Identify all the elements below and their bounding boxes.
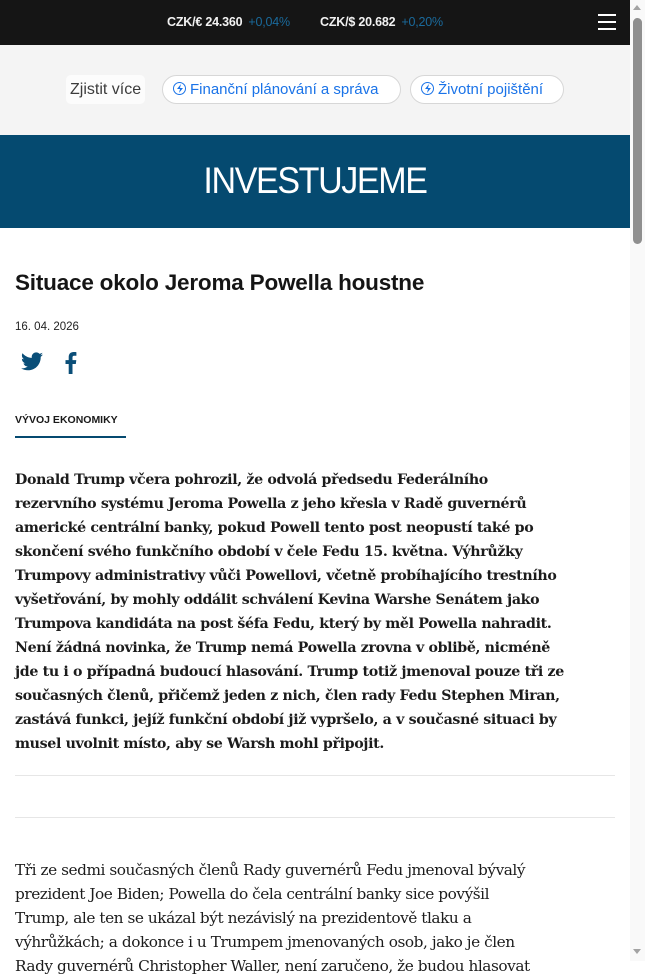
scroll-down-arrow-icon[interactable]: [633, 949, 641, 954]
lead-line: současných členů, přičemž jeden z nich, člen rady Fedu Stephen Miran,: [15, 688, 560, 704]
twitter-icon: [21, 352, 43, 371]
category-link[interactable]: VÝVOJ EKONOMIKY: [15, 414, 118, 426]
lead-line: zastává funkci, jejíž funkční období již vypršelo, a v současné situaci by: [15, 712, 557, 728]
chip-life-insurance[interactable]: [410, 75, 564, 104]
chip-label: Životní pojištění: [438, 81, 544, 98]
rate-value: CZK/€ 24.360: [167, 15, 243, 29]
article-lead: [15, 468, 615, 756]
lead-line: rezervního systému Jeroma Powella z jeho křesla v Radě guvernérů: [15, 496, 527, 512]
article-body-paragraph: [15, 858, 615, 978]
lead-line: jde tu i o případná budoucí hlasování. Trump totiž jmenoval pouze tři ze: [15, 664, 564, 680]
body-line: Tři ze sedmi současných členů Rady guvernérů Fedu jmenoval bývalý: [15, 861, 526, 879]
divider: [15, 775, 615, 776]
lead-line: Trumpovy administrativy vůči Powellovi, včetně probíhajícího trestního: [15, 568, 557, 584]
facebook-share-button[interactable]: [64, 352, 77, 379]
chip-label: Finanční plánování a správa: [190, 81, 379, 98]
category-underline: [15, 436, 126, 438]
site-logo[interactable]: INVESTUJEME: [203, 160, 427, 201]
rate-czk-usd: [320, 15, 443, 29]
learn-more-label: Zjistit více: [66, 75, 145, 104]
lead-line: Donald Trump včera pohrozil, že odvolá předsedu Federálního: [15, 472, 488, 488]
bolt-circle-icon: [421, 82, 434, 95]
body-line: Rady guvernérů Christopher Waller, není zaručeno, že budou hlasovat: [15, 957, 530, 975]
vertical-scrollbar[interactable]: [630, 0, 645, 961]
rate-value: CZK/$ 20.682: [320, 15, 396, 29]
lead-line: Není žádná novinka, že Trump nemá Powella zrovna v oblibě, nicméně: [15, 640, 550, 656]
rate-change: +0,04%: [248, 15, 290, 29]
hamburger-menu-icon[interactable]: [598, 13, 616, 30]
body-line: výhrůžkách; a dokonce i u Trumpem jmenovaných osob, jako je člen: [15, 933, 515, 951]
scroll-up-arrow-icon[interactable]: [633, 5, 641, 10]
facebook-icon: [64, 352, 77, 374]
bolt-circle-icon: [173, 82, 186, 95]
article-date: 16. 04. 2026: [15, 321, 79, 333]
scrollbar-thumb[interactable]: [633, 18, 642, 244]
lead-line: skončení svého funkčního období v čele Fedu 15. května. Výhrůžky: [15, 544, 523, 560]
brand-banner: [0, 135, 630, 228]
lead-line: americké centrální banky, pokud Powell tento post neopustí také po: [15, 520, 534, 536]
lead-line: vyšetřování, by mohly oddálit schválení Kevina Warshe Senátem jako: [15, 592, 540, 608]
rate-czk-eur: [167, 15, 290, 29]
article-title: Situace okolo Jeroma Powella houstne: [15, 270, 425, 295]
currency-ticker-bar: [0, 0, 630, 45]
body-line: Trump, ale ten se ukázal být nezávislý na prezidentově tlaku a: [15, 909, 472, 927]
divider: [15, 817, 615, 818]
lead-line: musel uvolnit místo, aby se Warsh mohl připojit.: [15, 736, 384, 752]
chip-financial-planning[interactable]: [162, 75, 401, 104]
twitter-share-button[interactable]: [21, 352, 43, 376]
body-line: prezident Joe Biden; Powella do čela centrální banky sice povýšil: [15, 885, 490, 903]
lead-line: Trumpova kandidáta na post šéfa Fedu, který by měl Powella nahradit.: [15, 616, 552, 632]
rate-change: +0,20%: [401, 15, 443, 29]
